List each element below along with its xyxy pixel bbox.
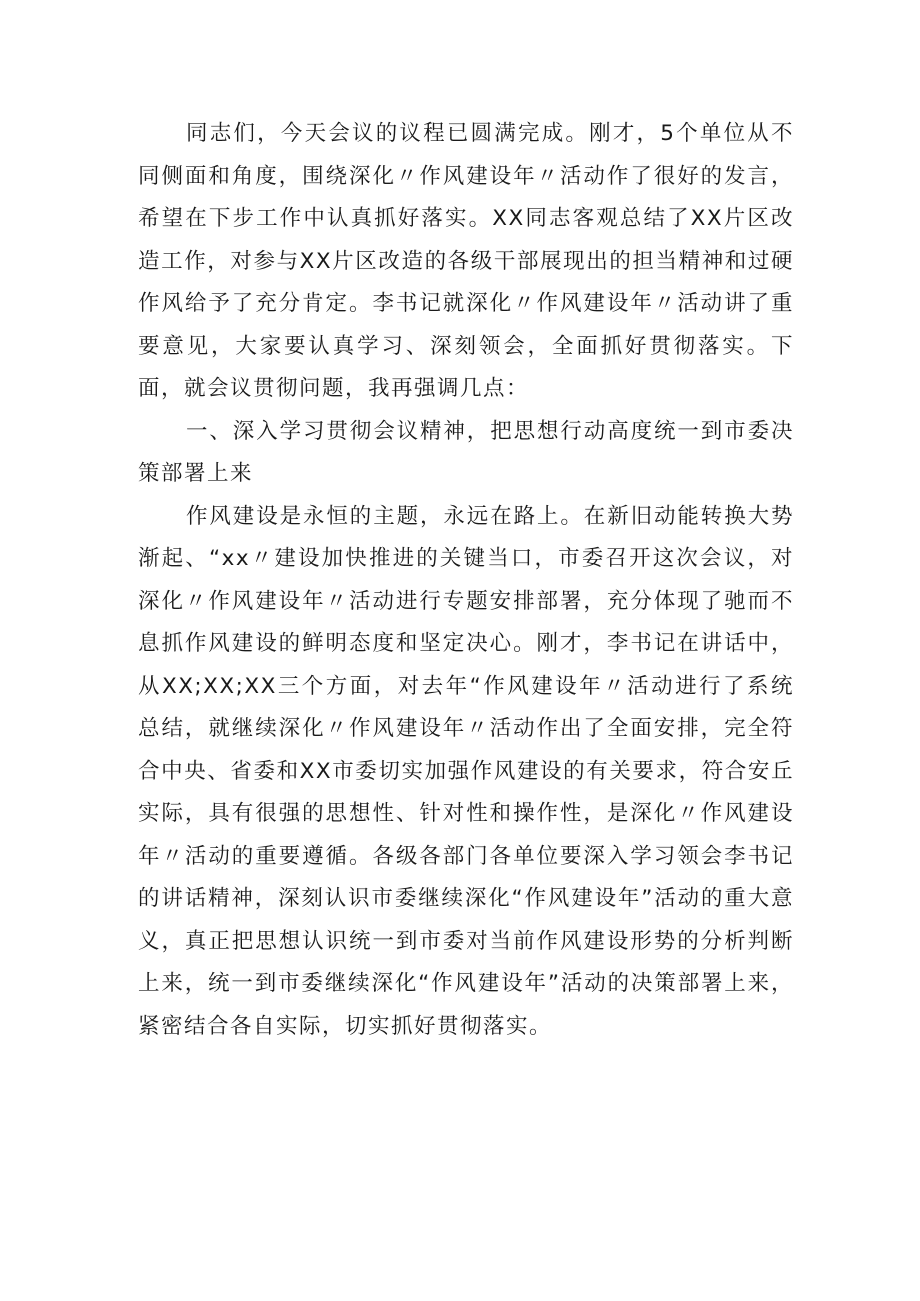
section-heading-1: 一、深入学习贯彻会议精神，把思想行动高度统一到市委决策部署上来 [138, 418, 794, 486]
paragraph-opening: 同志们，今天会议的议程已圆满完成。刚才，5个单位从不同侧面和角度，围绕深化〃作风建设年〃活动作了很好的发言，希望在下步工作中认真抓好落实。XX同志客观总结了XX片区改造工作，对参与XX片区改造的各级干部展现出的担当精神和过硬作风给予了充分肯定。李书记就深化〃作风建设年〃活动讲了重要意见，大家要认真学习、深刻领会，全面抓好贯彻落实。下面，就会议贯彻问题，我再强调几点： [138, 121, 794, 401]
paragraph-section-1-body: 作风建设是永恒的主题，永远在路上。在新旧动能转换大势渐起、“xx〃建设加快推进的关键当口，市委召开这次会议，对深化〃作风建设年〃活动进行专题安排部署，充分体现了驰而不息抓作风建设的鲜明态度和坚定决心。刚才，李书记在讲话中，从XX;XX;XX三个方面，对去年“作风建设年〃活动进行了系统总结，就继续深化〃作风建设年〃活动作出了全面安排，完全符合中央、省委和XX市委切实加强作风建设的有关要求，符合安丘实际，具有很强的思想性、针对性和操作性，是深化〃作风建设年〃活动的重要遵循。各级各部门各单位要深入学习领会李书记的讲话精神，深刻认识市委继续深化“作风建设年”活动的重大意义，真正把思想认识统一到市委对当前作风建设形势的分析判断上来，统一到市委继续深化“作风建设年”活动的决策部署上来，紧密结合各自实际，切实抓好贯彻落实。 [138, 503, 794, 1039]
document-body [138, 113, 794, 1048]
